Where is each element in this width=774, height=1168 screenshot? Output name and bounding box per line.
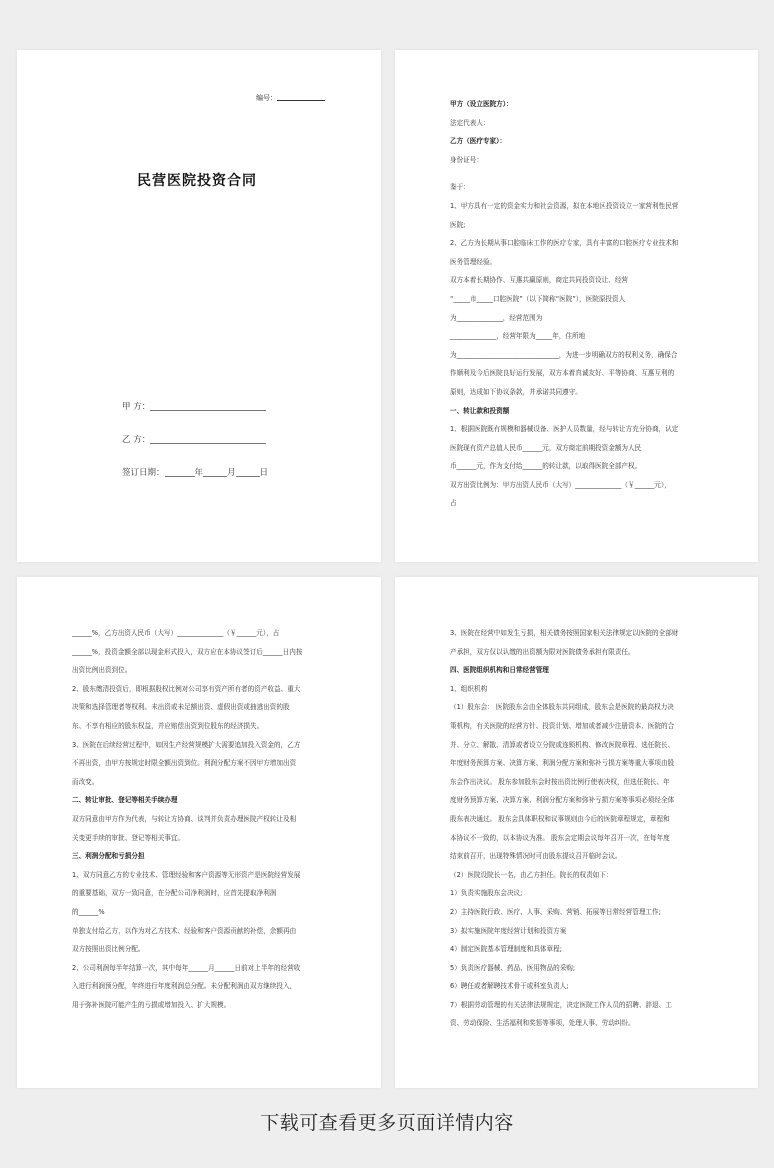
paragraph-line: 为______________，经营范围为 (450, 313, 543, 322)
section-heading: 二、转让审批、登记等相关手续办理 (72, 796, 178, 805)
section-heading: 三、利润分配和亏损分担 (72, 852, 145, 861)
month-label: 月 (227, 468, 236, 478)
paragraph-line: 双方同意由甲方作为代表，与转让方协商、谈判并负责办理医院产权转让及相 (72, 814, 297, 823)
party-b-blank (150, 443, 266, 444)
party-a-label: 甲 方： (122, 402, 151, 412)
day-label: 日 (259, 468, 269, 478)
paragraph-line: 的______% (72, 907, 105, 916)
paragraph-line: 1、甲方具有一定的资金实力和社会资源，拟在本地区投资设立一家营利性民营 (450, 201, 679, 210)
paragraph-line: 身份证号： (450, 155, 483, 164)
year-blank (165, 476, 195, 477)
paragraph-line: 的重要基础，双方一致同意，在分配公司净利润时，应首先提取净利润 (72, 889, 277, 898)
paragraph-line: 策机构，有关医院的经营方针、投资计划、增加或者减少注册资本、医院的合 (450, 721, 675, 730)
paragraph-line: 用于弥补医院可能产生的亏损或增加投入、扩大规模。 (72, 1000, 231, 1009)
paragraph-line: “_____市_____口腔医院”（以下简称“医院”），医院原投资人 (450, 294, 626, 303)
page-2-body (450, 95, 706, 513)
paragraph-line: 占 (450, 499, 457, 508)
paragraph-line (450, 169, 706, 178)
month-blank (203, 476, 227, 477)
paragraph-line: 法定代表人： (450, 118, 490, 127)
paragraph-line: 2、公司利润每半年结算一次，其中每年______月______日前对上半年的经营收 (72, 963, 301, 972)
paragraph-line: 医院; (450, 220, 466, 229)
paragraph-line: （2）医院设院长一名，由乙方担任。院长的权责如下： (450, 870, 613, 879)
paragraph-line: 原则，达成如下协议条款，并承诺共同遵守。 (450, 387, 582, 396)
serial-number-field (256, 93, 325, 103)
page-3-body (72, 624, 329, 1014)
contract-title: 民营医院投资合同 (137, 173, 257, 189)
contract-page-4 (395, 577, 758, 1088)
party-a-line (122, 400, 266, 412)
paragraph-line: 不再出资，由甲方按规定时限全额出资到位。利润分配方案不因甲方增加出资 (72, 759, 297, 768)
paragraph-line: ______________，经营年限为_____年，住所地 (450, 332, 586, 341)
year-label: 年 (194, 468, 204, 478)
paragraph-line: 2）主持医院行政、医疗、人事、采购、营销、拓展等日常经营管理工作; (450, 907, 661, 916)
paragraph-line: 1、根据医院既有规模和器械设备、医护人员数量，经与转让方充分协商，认定 (450, 425, 679, 434)
paragraph-line: 双方本着长期协作、互惠共赢原则，商定共同投资设让、经营 (450, 276, 629, 285)
party-b-line (122, 433, 266, 445)
contract-cover-page (17, 50, 381, 562)
paragraph-line: 6）聘任或者解聘技术骨干或科室负责人; (450, 982, 569, 991)
paragraph-line: 入进行利润预分配，年终进行年度利润总分配。未分配利润由双方继续投入， (72, 982, 297, 991)
contract-page-2 (395, 50, 758, 562)
paragraph-line: 资、劳动保险、生活福利和奖惩等事项，处理人事、劳动纠纷。 (450, 1019, 635, 1028)
paragraph-line: 币______元，作为支付给______的转让款，以取得医院全部产权。 (450, 462, 642, 471)
paragraph-line: 为_______________________________，为进一步明确双方的权利义务，确保合 (450, 350, 678, 359)
paragraph-line: 产承担，双方仅以认缴的出资额为限对医院债务承担有限责任。 (450, 647, 635, 656)
paragraph-line: 2、股东缴清投资后，即根据股权比例对公司享有资产所有者的资产收益、重大 (72, 684, 301, 693)
paragraph-line: 东、不享有相应的股东权益，并应赔偿出资到位股东的经济损失。 (72, 721, 264, 730)
paragraph-line: 决策和选择管理者等权利。未出资或未足额出资、虚假出资或抽逃出资的股 (72, 703, 290, 712)
paragraph-line: 年度财务预算方案、决算方案、利润分配方案和弥补亏损方案等重大事项由股 (450, 759, 675, 768)
section-heading: 四、医院组织机构和日常经营管理 (450, 666, 549, 675)
download-more-caption: 下载可查看更多页面详情内容 (260, 1112, 514, 1134)
paragraph-line: 医务管理经验。 (450, 257, 497, 266)
paragraph-line: 东会作出决议。 股东参加股东会时按出资比例行使表决权，但选任院长、年 (450, 777, 670, 786)
paragraph-line: 出资比例出资到位。 (72, 666, 132, 675)
paragraph-line: 1）负责实施股东会决议; (450, 889, 523, 898)
sign-date-label: 签订日期： (122, 468, 165, 478)
paragraph-line: 并、分立、解散、清算或者设立分院或连锁机构、修改医院章程、选任院长、 (450, 740, 675, 749)
paragraph-line: 双方按照出资比例分配。 (72, 945, 145, 954)
paragraph-line: 3、医院在后续经营过程中，如因生产经营规模扩大需要追加投入资金的，乙方 (72, 740, 301, 749)
paragraph-line: 结束前召开，出现特殊情况时可由股东提议召开临时会议。 (450, 852, 622, 861)
serial-label: 编号： (256, 94, 277, 102)
party-a-blank (150, 410, 266, 411)
paragraph-line: 关变更手续的审批、登记等相关事宜。 (72, 833, 185, 842)
paragraph-line: 医院现有资产总值人民币______元，双方商定前期投资金额为人民 (450, 443, 642, 452)
paragraph-line: 而改变。 (72, 777, 99, 786)
paragraph-line: 3、医院在经营中如发生亏损，相关债务按照国家相关法律规定以医院的全部财 (450, 629, 679, 637)
paragraph-line: ______%，乙方出资人民币（大写）______________（￥______元），占 (72, 629, 280, 637)
section-heading: 甲方（设立医院方）： (450, 100, 513, 108)
paragraph-line: 4）制定医院基本管理制度和具体章程; (450, 945, 562, 954)
paragraph-line: 2、乙方为长期从事口腔临床工作的医疗专家，具有丰富的口腔医疗专业技术和 (450, 239, 679, 248)
paragraph-line: 1、双方同意乙方的专业技术、管理经验和客户资源等无形资产是医院经营发展 (72, 870, 301, 879)
paragraph-line: 度财务预算方案、决算方案、利润分配方案和弥补亏损方案等事项必须经全体 (450, 796, 675, 805)
contract-page-3 (17, 577, 381, 1088)
paragraph-line: 鉴于： (450, 183, 470, 192)
section-heading: 一、转让款和投资额 (450, 406, 510, 415)
paragraph-line: 单独支付给乙方，以作为对乙方技术、经验和客户资源贡献的补偿，余额再由 (72, 926, 297, 935)
page-4-body (450, 624, 706, 1033)
section-heading: 乙方（医疗专家）： (450, 137, 507, 146)
sign-date-line (122, 466, 268, 478)
party-b-label: 乙 方： (122, 435, 151, 445)
paragraph-line: （1）股东会： 医院股东会由全体股东共同组成，股东会是医院的最高权力决 (450, 703, 674, 712)
paragraph-line: 3）拟实施医院年度经营计划和投资方案 (450, 926, 567, 935)
paragraph-line: 5）负责医疗器械、药品、医用物品的采购; (450, 963, 576, 972)
serial-blank (277, 100, 325, 101)
paragraph-line: 股东表决通过。 股东会具体职权和议事规则由今后的医院章程规定，章程和 (450, 814, 670, 823)
day-blank (236, 476, 260, 477)
paragraph-line: 7）根据劳动管理的有关法律法规规定，决定医院工作人员的招聘、辞退、工 (450, 1000, 672, 1009)
paragraph-line: 作顺利及今后医院良好运行发展，双方本着真诚友好、平等协商、互惠互利的 (450, 369, 675, 378)
paragraph-line: 双方出资比例为：甲方出资人民币（大写）______________（￥______元）， (450, 480, 671, 489)
paragraph-line: 1、组织机构 (450, 684, 488, 693)
paragraph-line: 本协议不一致的，以本协议为准。 股东会定期会议每年召开一次，在每年度 (450, 833, 670, 842)
paragraph-line: ______%，投资金额全部以现金形式投入，双方应在本协议签订后______日内按 (72, 647, 303, 656)
